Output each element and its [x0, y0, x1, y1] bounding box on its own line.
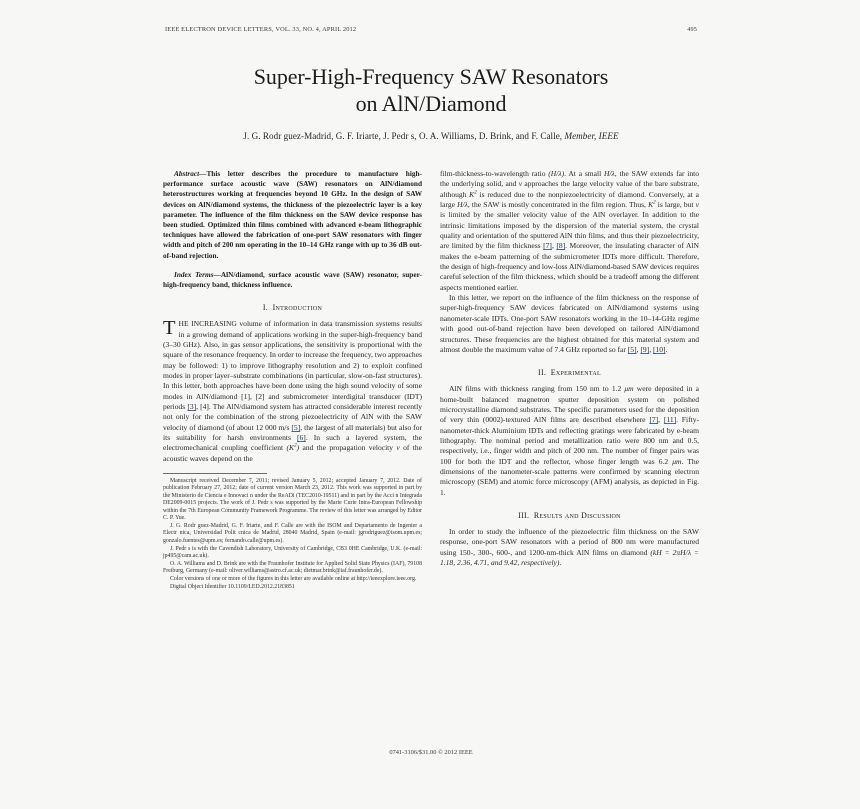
intro-text-a: HE INCREASING volume of information in data transmission systems results in a growing demand of applications working in the super-high-frequency band (3–30 GHz). Also, in gas sensor applications, the sensitivity is proportional with the square of the resonance frequency. In order to increase the frequency, two approaches may be followed: 1) to improve lithography resolution and 2) to exploit confined modes in proper layer–substrate combinations (in particular, slow-on-fast structures). In this letter, both approaches have been done using the high sound velocity of some modes in AlN/diamond [1], [2] and submicrometer interdigital transducer (IDT) periods [163, 319, 422, 411]
footnote-block [163, 478, 422, 592]
results-paragraph [440, 527, 699, 568]
math-h-lambda-2: H/λ [603, 169, 615, 178]
rc-text-e: is reduced due to the nonpiezoelectricity of diamond. Conversely, at a large [440, 189, 699, 210]
rc2-text-b: , [636, 344, 641, 354]
drop-cap: T [163, 317, 176, 340]
title-block [163, 63, 699, 141]
section-heading-experimental [440, 368, 699, 377]
math-velocity-1: v [518, 179, 523, 189]
section-heading-results [440, 511, 699, 520]
copyright-line: 0741-3106/$31.00 © 2012 IEEE [389, 749, 473, 756]
exp-text-d: . Fifty-nanometer-thick Aluminium IDTs and reflecting gratings were fabricated by e-beam lithography. The nominal period and metallization ratio were 800 nm and 0.5, respectively, i.e., finger width and pitch of 200 nm. The number of finger pairs was 100 for both the IDT and the reflector, whose finger length was 6.2 [440, 415, 699, 466]
rc-text-j: . Moreover, the insulating character of AlN makes the e-beam patterning of the submicrometer IDTs more difficult. Therefore, the design of high-frequency and low-loss AlN/diamond-based SAW devices requires careful selection of the film thickness, which should be a tradeoff among the different aspects mentioned earlier. [440, 241, 699, 292]
citation-link-7b[interactable]: [7] [649, 415, 659, 425]
section-number-experimental: II. [538, 368, 547, 378]
math-k-squared-2: $K^2$ [648, 199, 656, 210]
section-title-results: Results and Discussion [533, 510, 621, 520]
res-text-b: . [559, 558, 562, 567]
math-kh-equation: (kH = 2πH/λ = 1.18, 2.36, 4.71, and 9.42, respectively) [440, 547, 699, 567]
exp-text-b: were deposited in a home-built balanced magnetron sputter deposition system on polished microcrystalline diamond substrates. The specific parameters used for the deposition of very thin (0002)-textured AlN films are described elsewhere [440, 384, 699, 425]
author-membership: Member, IEEE [564, 131, 619, 141]
intro-text-f: of the acoustic waves depend on the [163, 443, 423, 463]
footnote-affiliation-2: J. Pedr s is with the Cavendish Laboratory, University of Cambridge, CB3 0HE Cambridge, U.K. (e-mail: jp495@cam.ac.uk). [163, 545, 422, 560]
introduction-body [163, 319, 422, 464]
right-column [440, 169, 699, 809]
section-title-introduction: Introduction [272, 303, 323, 313]
footnote-affiliation-1: J. G. Rodr guez-Madrid, G. F. Iriarte, and F. Calle are with the ISOM and Departamento de Ingenier a Electr nica, Universidad Polit cnica de Madrid, 28040 Madrid, Spain (e-mail: jgrodriguez@isom.upm.es; gonzalo.fuentes@upm.es; fernando.calle@upm.es). [163, 522, 422, 544]
experimental-paragraph [440, 384, 699, 498]
journal-reference: IEEE ELECTRON DEVICE LETTERS, VOL. 33, NO. 4, APRIL 2012 [165, 26, 357, 33]
author-list [163, 131, 699, 141]
exp-text-c: , [658, 415, 664, 425]
exp-text-e: . The dimensions of the nanometer-scale patterns were confirmed by scanning electron microscopy (SEM) and atomic force microscopy (AFM) analysis, as depicted in Fig. 1. [440, 456, 699, 497]
rc2-text-a: In this letter, we report on the influence of the film thickness on the response of super-high-frequency SAW devices fabricated on AlN/diamond systems using nanometer-scale IDTs. One-port SAW resonators working in the 10–14-GHz regime with good out-of-band rejection have been developed on tailored AlN/diamond structures. These frequencies are the highest obtained for this material system and almost double the maximum value of 7.4 GHz reported so far [440, 293, 699, 354]
citation-link-7[interactable]: [7] [543, 241, 552, 251]
math-velocity-intro: v [396, 443, 400, 453]
math-k-squared-1: $K^2$ [469, 189, 477, 199]
author-names: J. G. Rodr guez-Madrid, G. F. Iriarte, J. Pedr s, O. A. Williams, D. Brink, and F. Calle, [243, 131, 565, 141]
rc-text-d: approaches the large velocity value of the bare substrate, although [440, 179, 699, 199]
left-column [163, 169, 422, 809]
index-terms-paragraph [163, 270, 422, 290]
math-k-squared-intro: $(K^2)$ [286, 442, 300, 453]
citation-link-8[interactable]: [8] [556, 241, 566, 251]
rc-text-f: , the SAW is mostly concentrated in the film region. Thus, [467, 200, 649, 210]
abstract-text: —This letter describes the procedure to manufacture high-performance surface acoustic wave (SAW) resonators on AlN/diamond heterostructures working at frequencies beyond 10 GHz. In the design of SAW devices on AlN/diamond systems, the thickness of the piezoelectric layer is a key parameter. The influence of the film thickness on the SAW device response has been studied. Optimized thin films combined with advanced e-beam lithographic techniques have allowed the fabrication of one-port SAW resonators with finger width and pitch of 200 nm operating in the 10–14 GHz range with up to 36 dB out-of-band rejection. [163, 169, 422, 260]
citation-link-6[interactable]: [6] [297, 433, 306, 443]
citation-link-5[interactable]: [5] [291, 422, 301, 432]
math-h-lambda-3: H/λ [457, 200, 468, 210]
footnote-doi: Digital Object Identifier 10.1109/LED.2012.2183851 [170, 584, 295, 591]
unit-micrometer-1: μm [624, 384, 634, 394]
footnote-manuscript-info: Manuscript received December 7, 2011; revised January 5, 2012; accepted January 7, 2012. Date of publication February 27, 2012; date of current version March 23, 2012. This work was supported in part by the Ministerio de Ciencia e Innovaci n under the ReADi (TEC2010-19511) and in part by the Acci n Integrada DE2009-0015 projects. The work of J. Pedr s was supported by the Marie Curie Intra-European Fellowship within the 7th European Community Framework Programme. The review of this letter was arranged by Editor C. P. Yue. [163, 478, 422, 522]
abstract-paragraph [163, 169, 422, 261]
rc-text-c: , the SAW extends far into the underlying solid, and [440, 169, 699, 189]
section-heading-introduction [163, 303, 422, 312]
rc2-text-d: . [665, 344, 668, 354]
running-head [163, 26, 699, 36]
citation-link-11[interactable]: [11] [663, 415, 677, 425]
right-paragraph-2 [440, 293, 699, 355]
paper-title-line-1: Super-High-Frequency SAW Resonators [253, 64, 609, 89]
rc-text-a: film-thickness-to-wavelength ratio [440, 169, 549, 178]
intro-text-c: , the largest of all materials) but also for its suitability for harsh environments [163, 422, 422, 443]
unit-micrometer-2: μm [672, 456, 682, 466]
section-number-results: III. [518, 510, 530, 520]
exp-text-a: AlN films with thickness ranging from 150 nm to 1.2 [449, 384, 625, 394]
body-columns [163, 169, 699, 809]
intro-text-b: , [4]. The AlN/diamond system has attracted considerable interest recently not only for the combination of the strong piezoelectricity of AlN with the SAW velocity of diamond (of about 12 000 m/s [163, 401, 422, 432]
index-terms-label: Index Terms [174, 269, 214, 279]
footnote-affiliation-3: O. A. Williams and D. Brink are with the Fraunhofer Institute for Applied Solid State Physics (IAF), 79108 Freiburg, Germany (e-mail: oliver.williams@astro.cf.ac.uk; dietmar.brink@iaf.fraunhofer.de). [163, 561, 422, 575]
introduction-paragraph [163, 319, 422, 464]
abstract-label: Abstract [174, 169, 200, 178]
page-number: 495 [687, 26, 697, 33]
math-h-lambda-1: (H/λ) [548, 169, 565, 178]
rc-text-b: . At a small [564, 169, 604, 178]
paper-title-line-2: on AlN/Diamond [355, 91, 507, 116]
section-number-introduction: I. [262, 303, 269, 313]
rc-text-g: is large, but [655, 200, 696, 210]
citation-link-10[interactable]: [10] [652, 344, 666, 354]
rc-text-h: is limited by the smaller velocity value of the AlN overlayer. In addition to the intrinsic limitations imposed by the dispersion of the material system, the crystal quality and orientation of the sputtered AlN thin films, and thus their piezoelectricity, are limited by the film thickness [440, 210, 699, 251]
citation-link-9[interactable]: [9] [640, 344, 650, 354]
index-terms-text: —AlN/diamond, surface acoustic wave (SAW) resonator, super-high-frequency band, thickness influence. [163, 269, 422, 290]
page-footer [163, 749, 699, 756]
footnote-color-versions: Color versions of one or more of the figures in this letter are available online at http://ieeexplore.ieee.org. [170, 576, 417, 583]
footnote-rule [163, 473, 267, 474]
citation-link-5b[interactable]: [5] [627, 344, 637, 354]
citation-link-3[interactable]: [3] [187, 401, 197, 411]
section-title-experimental: Experimental [550, 368, 601, 378]
rc-text-i: , [551, 241, 557, 251]
intro-text-d: . In such a layered system, the electromechanical coupling coefficient [163, 433, 422, 453]
res-text-a: In order to study the influence of the piezoelectric film thickness on the SAW response, one-port SAW resonators with a period of 800 nm were manufactured using 150-, 300-, 600-, and 1200-nm-thick AlN films on diamond [440, 526, 699, 557]
right-paragraph-1 [440, 169, 699, 293]
math-velocity-2: v [695, 200, 699, 210]
paper-sheet [163, 26, 699, 778]
rc2-text-c: , [649, 344, 653, 354]
intro-text-e: and the propagation velocity [299, 443, 397, 453]
paper-title [163, 63, 699, 117]
